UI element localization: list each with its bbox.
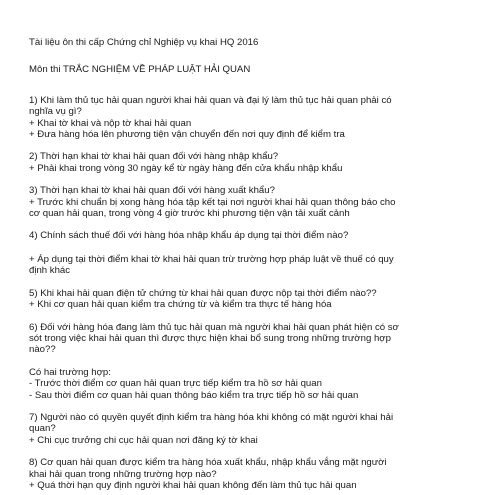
question-6 [29, 322, 471, 356]
answer-line: + Chi cục trưởng chi cục hải quan nơi đăng ký tờ khai [29, 434, 258, 446]
answer-line: Có hai trường hợp: [29, 366, 111, 378]
answer-line: cơ quan hải quan, trong vòng 4 giờ trước khi phương tiện vận tải xuất cảnh [29, 208, 350, 220]
answer-line: + Khai tờ khai và nộp tờ khai hải quan [29, 117, 192, 129]
text-line: nghĩa vụ gì? [29, 106, 82, 118]
answer-line: định khác [29, 265, 71, 277]
text-line: 7) Người nào có quyền quyết định kiểm tra hàng hóa khi không có mặt người khai hải [29, 411, 394, 423]
document-title: Tài liệu ôn thi cấp Chứng chỉ Nghiệp vụ khai HQ 2016 [29, 37, 259, 48]
text-line: khai hải quan trong những trường hợp nào? [29, 468, 217, 480]
question-2 [29, 151, 471, 174]
text-line: 2) Thời hạn khai tờ khai hải quan đối với hàng nhập khẩu? [29, 151, 279, 163]
question-4 [29, 230, 471, 241]
answer-line: + Đưa hàng hóa lên phương tiện vận chuyển đến nơi quy định để kiểm tra [29, 129, 345, 141]
question-8 [29, 457, 471, 491]
answer-line: + Áp dụng tại thời điểm khai tờ khai hải quan trừ trường hợp pháp luật về thuế có quy [29, 253, 394, 265]
question-3 [29, 185, 471, 219]
answer-line: + Quá thời hạn quy định người khai hải quan không đến làm thủ tục hải quan [29, 479, 357, 491]
text-line: 3) Thời hạn khai tờ khai hải quan đối với hàng xuất khẩu? [29, 185, 275, 197]
text-line: 4) Chính sách thuế đối với hàng hóa nhập khẩu áp dụng tại thời điểm nào? [29, 230, 349, 242]
answer-4 [29, 254, 471, 277]
answer-line: + Trước khi chuẩn bị xong hàng hóa tập kết tại nơi người khai hải quan thông báo cho [29, 196, 396, 208]
answer-line: + Khi cơ quan hải quan kiểm tra chứng từ và kiểm tra thực tế hàng hóa [29, 299, 332, 311]
text-line: quan? [29, 423, 56, 435]
text-line: 8) Cơ quan hải quan được kiểm tra hàng hóa xuất khẩu, nhập khẩu vắng mặt người [29, 457, 387, 469]
text-line: 1) Khi làm thủ tục hải quan người khai hải quan và đại lý làm thủ tục hải quan phải có [29, 94, 392, 106]
text-line: 5) Khi khai hải quan điện tử chứng từ khai hải quan được nộp tại thời điểm nào?? [29, 287, 377, 299]
question-1 [29, 95, 471, 141]
question-5 [29, 288, 471, 311]
text-line: 6) Đối với hàng hóa đang làm thủ tục hải quan mà người khai hải quan phát hiện có sơ [29, 321, 399, 333]
text-line: sót trong việc khai hải quan thì được thực hiện khai bổ sung trong những trường hợp [29, 332, 391, 344]
answer-6 [29, 367, 471, 401]
answer-line: + Phải khai trong vòng 30 ngày kể từ ngày hàng đến cửa khẩu nhập khẩu [29, 162, 343, 174]
answer-line: - Sau thời điểm cơ quan hải quan thông báo kiểm tra trực tiếp hồ sơ hải quan [29, 389, 359, 401]
answer-line: - Trước thời điểm cơ quan hải quan trực tiếp kiểm tra hồ sơ hải quan [29, 378, 322, 390]
question-7 [29, 412, 471, 446]
exam-subject: Môn thi TRẮC NGHIỆM VỀ PHÁP LUẬT HẢI QUAN [29, 64, 251, 76]
text-line: nào?? [29, 344, 56, 356]
